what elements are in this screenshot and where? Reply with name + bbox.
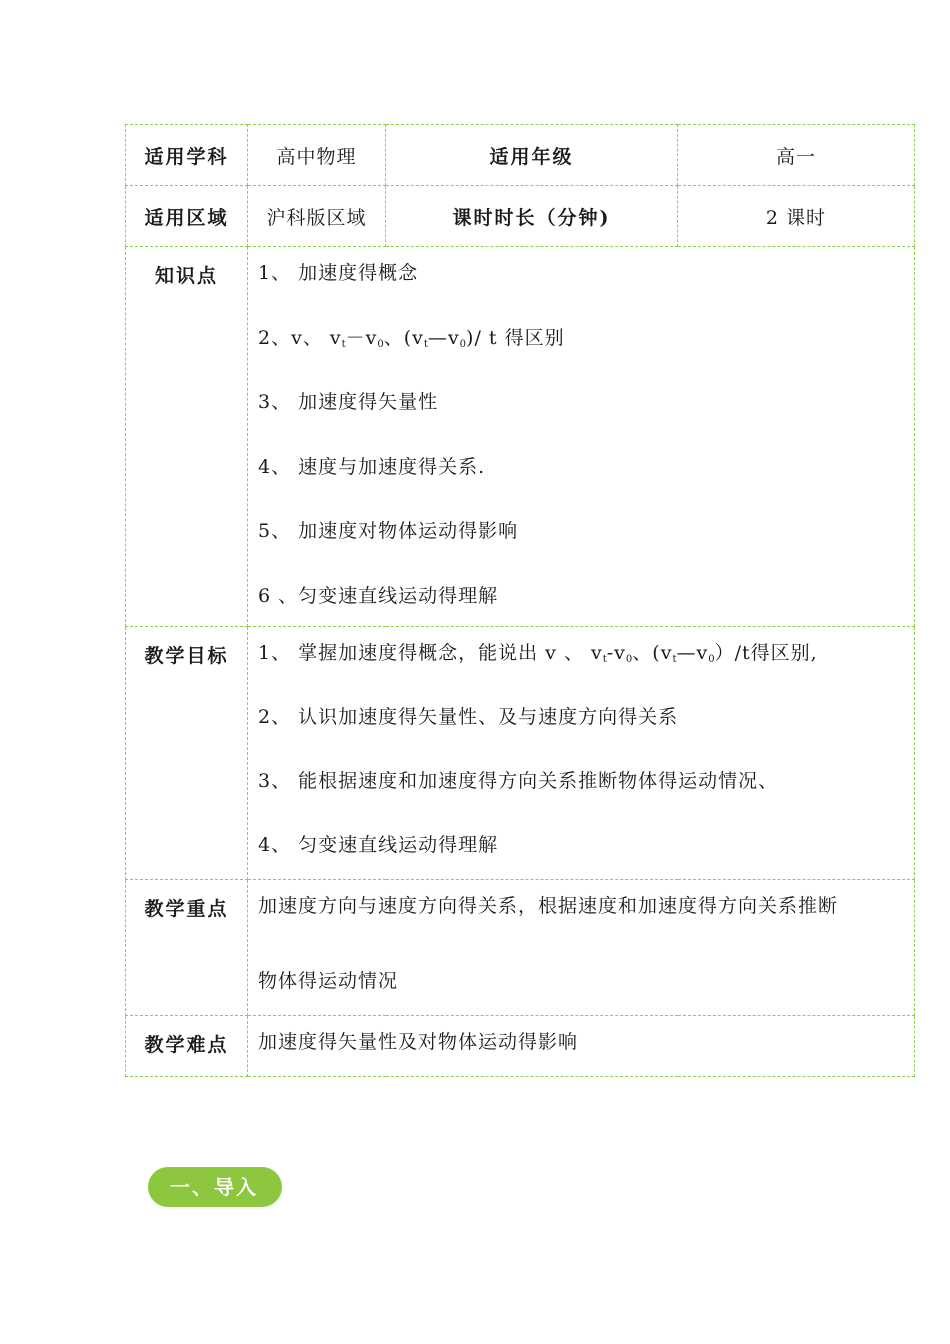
formula-part: ）/t得区别, xyxy=(714,641,818,664)
formula-part: -v xyxy=(606,641,626,664)
goal-item: 2、 认识加速度得矢量性、及与速度方向得关系 xyxy=(258,705,679,728)
formula-part: －v xyxy=(345,326,378,349)
knowledge-item: 4、 速度与加速度得关系. xyxy=(258,455,486,478)
difficulty-content xyxy=(248,1015,915,1076)
subject-value: 高中物理 xyxy=(248,125,386,186)
difficulty-label: 教学难点 xyxy=(126,1015,248,1076)
key-points-label: 教学重点 xyxy=(126,879,248,1015)
region-label: 适用区域 xyxy=(126,186,248,247)
formula-part: —v xyxy=(427,326,460,349)
formula-part: )/ t 得区别 xyxy=(466,326,565,349)
knowledge-label: 知识点 xyxy=(126,247,248,627)
formula-part: 、(v xyxy=(383,326,424,349)
goal-item-formula xyxy=(258,639,914,703)
section-heading-intro: 一、导入 xyxy=(148,1167,282,1207)
knowledge-item-formula xyxy=(258,324,914,389)
subject-label: 适用学科 xyxy=(126,125,248,186)
subscript: 0 xyxy=(377,338,384,350)
subscript: t xyxy=(602,653,607,665)
goal-item: 3、 能根据速度和加速度得方向关系推断物体得运动情况、 xyxy=(258,769,779,792)
knowledge-item: 3、 加速度得矢量性 xyxy=(258,391,439,413)
subscript: 0 xyxy=(459,338,467,350)
duration-label: 课时时长（分钟) xyxy=(386,186,678,247)
table-row-subject xyxy=(126,125,915,186)
subscript: 0 xyxy=(708,653,715,665)
key-point-line: 加速度方向与速度方向得关系，根据速度和加速度得方向关系推断 xyxy=(258,894,839,917)
formula-part: 、(v xyxy=(632,641,673,664)
difficulty-text: 加速度得矢量性及对物体运动得影响 xyxy=(258,1030,579,1053)
knowledge-item: 6 、匀变速直线运动得理解 xyxy=(258,584,499,607)
key-point-line: 物体得运动情况 xyxy=(258,969,399,992)
subscript: t xyxy=(341,338,346,350)
goal-item: 4、 匀变速直线运动得理解 xyxy=(258,833,499,856)
grade-label: 适用年级 xyxy=(386,125,678,186)
subscript: t xyxy=(423,338,428,350)
goal-text: 1、 掌握加速度得概念，能说出 v 、 v xyxy=(258,641,603,664)
lesson-info-table xyxy=(125,124,915,1077)
formula-part: —v xyxy=(676,641,709,664)
knowledge-item-text: 2、v、 v xyxy=(258,326,342,349)
subscript: t xyxy=(672,653,677,665)
table-row-knowledge xyxy=(126,247,915,627)
subscript: 0 xyxy=(625,653,633,665)
region-value: 沪科版区域 xyxy=(248,186,386,247)
table-row-key-points xyxy=(126,879,915,1015)
duration-value: 2 课时 xyxy=(678,186,915,247)
goals-content xyxy=(248,626,915,879)
knowledge-item: 1、 加速度得概念 xyxy=(258,262,419,284)
grade-value: 高一 xyxy=(678,125,915,186)
knowledge-item: 5、 加速度对物体运动得影响 xyxy=(258,520,519,542)
key-points-content xyxy=(248,879,915,1015)
table-row-difficulty xyxy=(126,1015,915,1076)
table-row-region xyxy=(126,186,915,247)
knowledge-content xyxy=(248,247,915,627)
table-row-goals xyxy=(126,626,915,879)
goals-label: 教学目标 xyxy=(126,626,248,879)
